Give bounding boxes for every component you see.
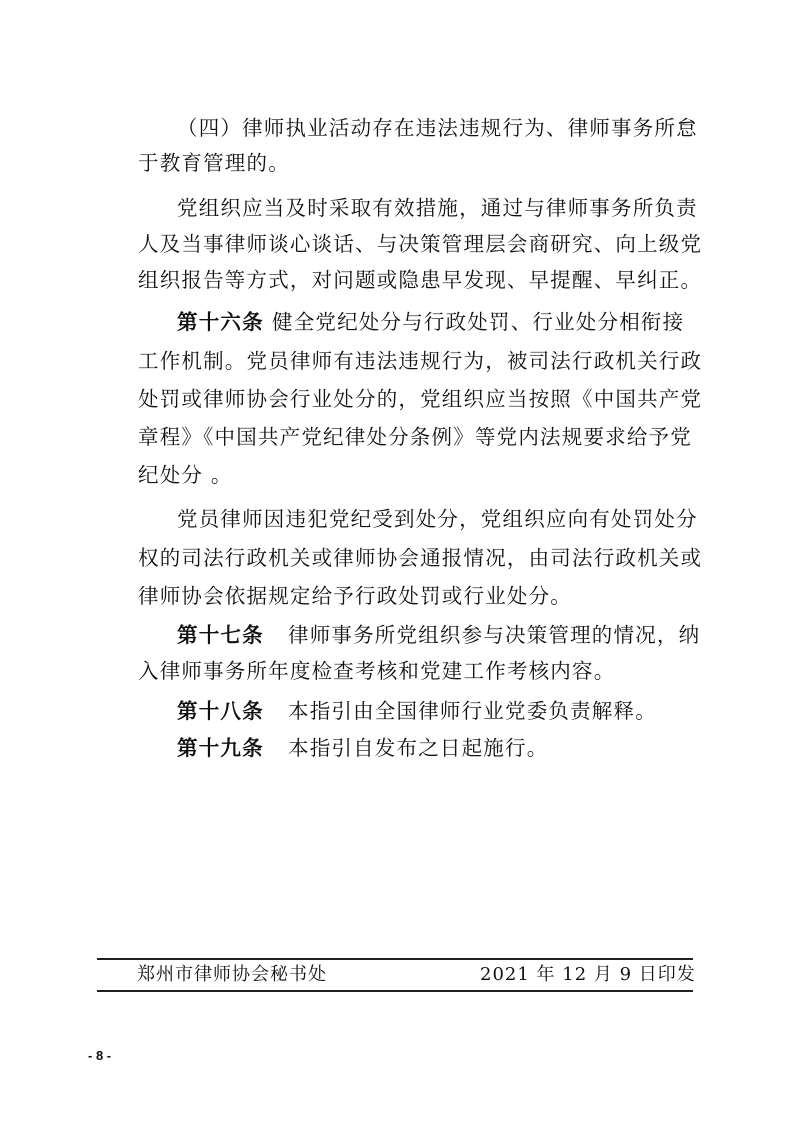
article19-text: 本指引自发布之日起施行。 bbox=[288, 736, 549, 760]
footer-issuer: 郑州市律师协会秘书处 bbox=[137, 964, 327, 985]
footer-date: 2021 年 12 月 9 日印发 bbox=[480, 964, 696, 985]
article16-line1: 健全党纪处分与行政处罚、行业处分相衔接 bbox=[272, 310, 685, 334]
response-line2: 人及当事律师谈心谈话、与决策管理层会商研究、向上级党 bbox=[138, 232, 703, 256]
footer-bottom-rule bbox=[97, 990, 693, 992]
article19-label: 第十九条 bbox=[177, 736, 264, 760]
article16-line5: 纪处分 。 bbox=[138, 463, 233, 487]
article16-line4: 章程》《中国共产党纪律处分条例》等党内法规要求给予党 bbox=[138, 425, 692, 449]
article17-line1: 律师事务所党组织参与决策管理的情况，纳 bbox=[288, 623, 701, 647]
response-line1: 党组织应当及时采取有效措施，通过与律师事务所负责 bbox=[177, 196, 698, 220]
article18-text: 本指引由全国律师行业党委负责解释。 bbox=[288, 699, 657, 723]
report-line2: 权的司法行政机关或律师协会通报情况，由司法行政机关或 bbox=[138, 546, 703, 570]
response-line3: 组织报告等方式，对问题或隐患早发现、早提醒、早纠正。 bbox=[138, 268, 703, 292]
footer-top-rule bbox=[97, 958, 693, 960]
article18-label: 第十八条 bbox=[177, 699, 264, 723]
article17-label: 第十七条 bbox=[177, 623, 264, 647]
article16-line2: 工作机制。党员律师有违法违规行为，被司法行政机关行政 bbox=[138, 349, 703, 373]
page-number: - 8 - bbox=[88, 1048, 112, 1063]
report-line3: 律师协会依据规定给予行政处罚或行业处分。 bbox=[138, 584, 572, 608]
item4-line1: （四）律师执业活动存在违法违规行为、律师事务所怠 bbox=[177, 116, 698, 140]
report-line1: 党员律师因违犯党纪受到处分，党组织应向有处罚处分 bbox=[177, 507, 698, 531]
item4-line2: 于教育管理的。 bbox=[138, 151, 290, 175]
article17-line2: 入律师事务所年度检查考核和党建工作考核内容。 bbox=[138, 659, 616, 683]
article16-line3: 处罚或律师协会行业处分的，党组织应当按照《中国共产党 bbox=[138, 387, 703, 411]
article16-label: 第十六条 bbox=[177, 310, 264, 334]
